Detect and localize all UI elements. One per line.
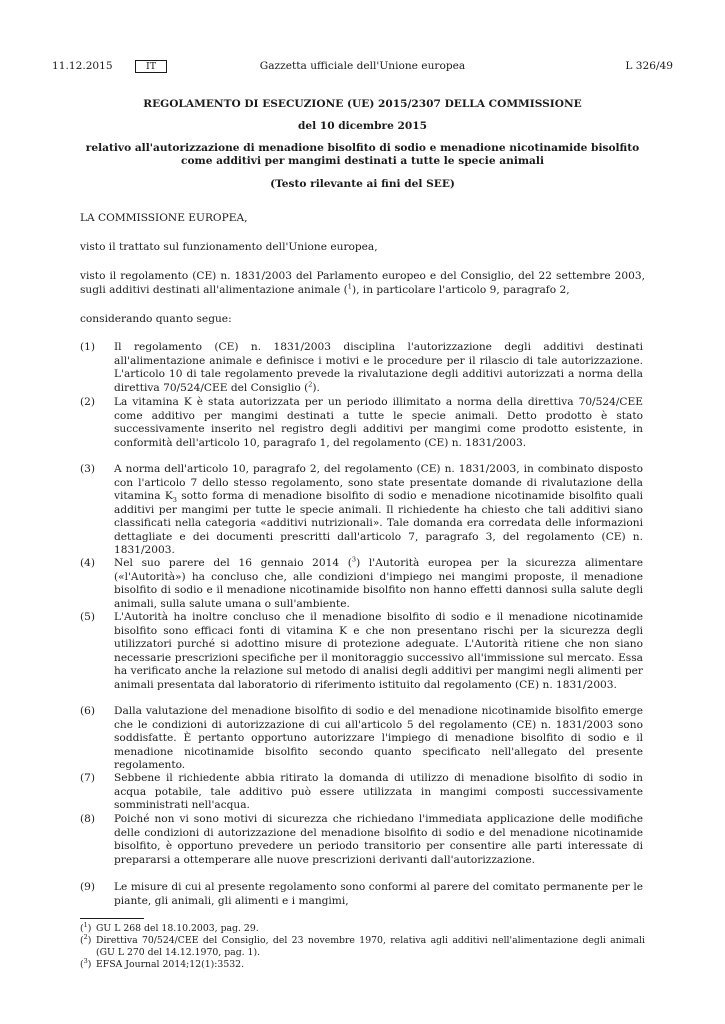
footnote-number: ($^2$) <box>80 932 92 946</box>
journal-reference: L 326/49 <box>625 60 673 72</box>
publication-date: 11.12.2015 <box>52 60 113 72</box>
regulation-subject-line-1: relativo all'autorizzazione di menadione bisolfito di sodio e menadione nicotinamide bisolfito <box>85 142 640 154</box>
recital-text <box>114 557 643 611</box>
footnote-ref-3[interactable]: 3 <box>351 555 357 564</box>
recital-text: Sebbene il richiedente abbia ritirato la domanda di utilizzo di menadione bisolfito di sodio in acqua potabile, tale additivo può essere utilizzata in mangimi composti successivamente somministrati nell'acqua. <box>114 772 643 811</box>
regulation-date: del 10 dicembre 2015 <box>297 120 428 132</box>
recital-text: Dalla valutazione del menadione bisolfito di sodio e del menadione nicotinamide bisolfito emerge che le condizioni di autorizzazione di cui all'articolo 5 del regolamento (CE) n. 1831/2003 sono soddisfatte. È pertanto opportuno autorizzare l'impiego di menadione bisolfito di sodio e il menadione nicotinamide bisolfito secondo quanto specificato nell'allegato del presente regolamento. <box>114 705 643 771</box>
footnote-marker: 3 <box>83 956 88 965</box>
footnote-marker: 2 <box>83 932 88 941</box>
footnote-ref-1[interactable]: 1 <box>347 281 352 290</box>
footnote-divider <box>80 918 144 919</box>
preamble-regulation-text-a: visto il regolamento (CE) n. 1831/2003 del Parlamento europeo e del Consiglio, del 22 settembre 2003, sugli additivi destinati all'alimentazione animale ( <box>80 270 645 296</box>
recital-number: (9) <box>80 881 96 893</box>
footnote-ref-2[interactable]: 2 <box>308 379 313 388</box>
footnote-text: EFSA Journal 2014;12(1):3532. <box>96 959 245 970</box>
footnote-text: Direttiva 70/524/CEE del Consiglio, del 23 novembre 1970, relativa agli additivi nell'alimentazione degli animali (GU L 270 del 14.12.1970, pag. 1). <box>96 935 645 958</box>
regulation-title: REGOLAMENTO DI ESECUZIONE (UE) 2015/2307 DELLA COMMISSIONE <box>143 98 582 110</box>
recital-text <box>114 341 643 395</box>
recital-number: (5) <box>80 611 96 623</box>
recital-text-b: sotto forma di menadione bisolfito di sodio e menadione nicotinamide bisolfito quali additivi per mangimi per tutte le specie animali. Il richiedente ha chiesto che tali additivi siano classificati nella categoria «additivi nutrizionali». Tale domanda era corredata delle informazioni dettagliate e dei documenti prescritti dall'articolo 7, paragrafo 3, del regolamento (CE) n. 1831/2003. <box>114 490 643 556</box>
vitamin-subscript: 3 <box>172 496 177 505</box>
recital-number: (7) <box>80 772 96 784</box>
recital-number: (4) <box>80 557 96 569</box>
recital-number: (6) <box>80 705 96 717</box>
recital-text <box>114 463 643 558</box>
footnote-marker: 1 <box>83 920 88 929</box>
footnote <box>80 956 645 971</box>
preamble-regulation-text-b: ), in particolare l'articolo 9, paragrafo 2, <box>351 283 570 296</box>
footnote-number: ($^1$) <box>80 920 92 934</box>
preamble-considering: considerando quanto segue: <box>80 313 232 325</box>
recital-text-a: A norma dell'articolo 10, paragrafo 2, del regolamento (CE) n. 1831/2003, in combinato disposto con l'articolo 7 dello stesso regolamento, sono state presentate domande di rivalutazione della vitamina K <box>114 463 643 502</box>
preamble-treaty: visto il trattato sul funzionamento dell'Unione europea, <box>80 241 378 253</box>
recital-number: (1) <box>80 341 96 353</box>
footnote-number: ($^3$) <box>80 956 92 970</box>
recital-number: (8) <box>80 813 96 825</box>
recital-number: (2) <box>80 396 96 408</box>
recital-text: Poiché non vi sono motivi di sicurezza che richiedano l'immediata applicazione delle modifiche delle condizioni di autorizzazione del menadione bisolfito di sodio e del menadione nicotinamide bisolfito, è opportuno prevedere un periodo transitorio per consentire alle parti interessate di prepararsi a ottemperare alle nuove prescrizioni derivanti dall'autorizzazione. <box>114 813 643 866</box>
language-badge: IT <box>135 60 167 73</box>
recital-number: (3) <box>80 463 96 475</box>
footnote-text: GU L 268 del 18.10.2003, pag. 29. <box>96 923 259 934</box>
recital-text-b: ). <box>312 381 320 394</box>
preamble-regulation <box>80 270 645 297</box>
eea-relevance: (Testo rilevante ai fini del SEE) <box>270 178 455 190</box>
recital-text-b: ) l'Autorità europea per la sicurezza alimentare («l'Autorità») ha concluso che, alle condizioni d'impiego nei mangimi proposte, il menadione bisolfito di sodio e il menadione nicotinamide bisolfito non hanno effetti dannosi sulla salute degli animali, sulla salute umana o sull'ambiente. <box>114 557 643 610</box>
footnote <box>80 932 645 959</box>
recital-text: Le misure di cui al presente regolamento sono conformi al parere del comitato permanente per le piante, gli animali, gli alimenti e i mangimi, <box>114 881 643 907</box>
preamble-commission: LA COMMISSIONE EUROPEA, <box>80 212 248 224</box>
recital-text-a: Nel suo parere del 16 gennaio 2014 ( <box>114 557 352 569</box>
footnote <box>80 920 645 935</box>
recital-text: La vitamina K è stata autorizzata per un periodo illimitato a norma della direttiva 70/524/CEE come additivo per mangimi destinati a tutte le specie animali. Detto prodotto è stato successivamente inserito nel registro degli additivi per mangimi come prodotto esistente, in conformità dell'articolo 10, paragrafo 1, del regolamento (CE) n. 1831/2003. <box>114 396 643 449</box>
recital-text-a: Il regolamento (CE) n. 1831/2003 disciplina l'autorizzazione degli additivi destinati all'alimentazione animale e definisce i motivi e le procedure per il rilascio di tale autorizzazione. L'articolo 10 di tale regolamento prevede la rivalutazione degli additivi autorizzati a norma della direttiva 70/524/CEE del Consiglio ( <box>114 341 643 394</box>
journal-title: Gazzetta ufficiale dell'Unione europea <box>259 60 466 72</box>
recital-text: L'Autorità ha inoltre concluso che il menadione bisolfito di sodio e il menadione nicotinamide bisolfito sono efficaci fonti di vitamina K e che non presentano rischi per la sicurezza degli utilizzatori purché si adottino misure di protezione adeguate. L'Autorità ritiene che non siano necessarie prescrizioni specifiche per il monitoraggio successivo all'immissione sul mercato. Essa ha verificato anche la relazione sul metodo di analisi degli additivi per mangimi negli alimenti per animali presentata dal laboratorio di riferimento istituito dal regolamento (CE) n. 1831/2003. <box>114 611 643 691</box>
regulation-subject-line-2: come additivi per mangimi destinati a tutte le specie animali <box>181 155 544 167</box>
